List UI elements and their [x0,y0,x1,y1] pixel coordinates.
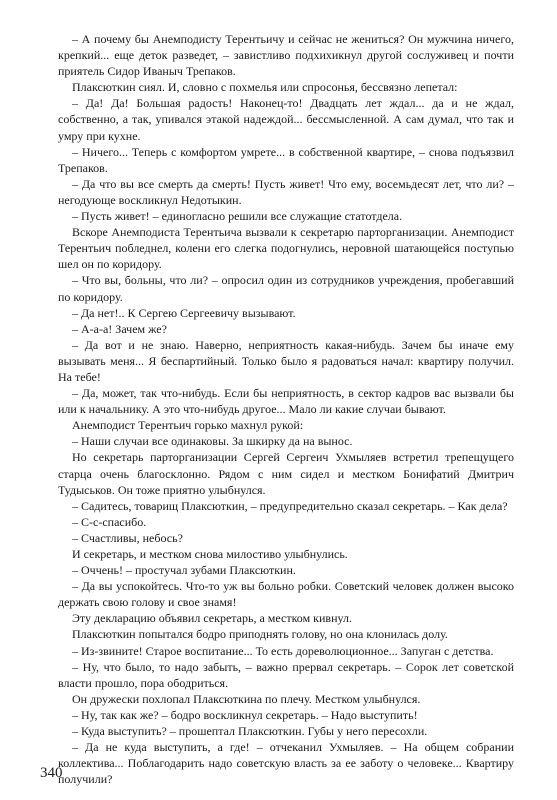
paragraph: Вскоре Анемподиста Терентьича вызвали к секретарю парторганизации. Анемподист Терентьич побледнел, колени его слегка подогнулись, неровной шатающейся поступью шел он по коридору. [58,225,514,272]
paragraph: – Пусть живет! – единогласно решили все служащие статотдела. [72,209,403,224]
paragraph: – А почему бы Анемподисту Терентьичу и сейчас не жениться? Он мужчина ничего, крепкий... еще деток разведет, – завистливо подхихикнул другой сослуживец и почти приятель Сидор Иваныч Трепаков. [58,32,514,79]
paragraph: – Что вы, больны, что ли? – опросил один из сотрудников учреждения, пробегавший по коридору. [58,273,514,304]
paragraph: – Оччень! – простучал зубами Плаксюткин. [72,563,296,578]
paragraph: – Счастливы, небось? [72,530,183,545]
paragraph: – Да не куда выступить, а где! – отчеканил Ухмыляев. – На общем собрании коллектива... Поблагодарить надо советскую власть за ее заботу о человеке... Квартиру получили? [58,740,514,787]
page-number: 340 [40,765,63,781]
paragraph: – Ну, что было, то надо забыть, – важно прервал секретарь. – Сорок лет советской власти прошло, пора ободриться. [58,659,514,690]
paragraph: И секретарь, и местком снова милостиво улыбнулись. [72,547,348,561]
paragraph: – Наши случаи все одинаковы. За шкирку да на вынос. [72,434,353,449]
paragraph: – Да, может, так что-нибудь. Если бы неприятность, в сектор кадров вас вызвали бы или к начальнику. А это что-нибудь другое... Мало ли какие случаи бывают. [58,386,514,417]
paragraph: – А-а-а! Зачем же? [72,321,167,336]
paragraph: – Ну, так как же? – бодро воскликнул секретарь. – Надо выступить! [72,707,418,722]
paragraph: – Куда выступить? – прошептал Плаксюткин. Губы у него пересохли. [72,724,428,739]
paragraph: Анемподист Терентьич горько махнул рукой: [72,418,304,433]
paragraph: – Да! Да! Большая радость! Наконец-то! Двадцать лет ждал... да и не ждал, собственно, а так, упивался этакой надеждой... бессмысленной. А сам думал, что так и умру при кухне. [58,96,514,143]
paragraph: – Из-звините! Старое воспитание... То есть дореволюционное... Запуган с детства. [72,643,494,658]
paragraph: Эту декларацию объявил секретарь, а местком кивнул. [72,611,352,626]
paragraph: – Ничего... Теперь с комфортом умрете... в собственной квартире, – снова подъязвил Трепаков. [58,144,514,175]
paragraph: – Да что вы все смерть да смерть! Пусть живет! Что ему, восемьдесят лет, что ли? – негодующе воскликнул Недотыкин. [58,176,514,207]
paragraph: – Да нет!.. К Сергею Сергеевичу вызывают. [72,305,296,320]
paragraph: – Да вот и не знаю. Наверно, неприятность какая-нибудь. Зачем бы иначе ему вызывать меня... Я беспартийный. Только было я радоваться начал: квартиру получил. На тебе! [58,337,514,384]
paragraph: – Да вы успокойтесь. Что-то уж вы больно робки. Советский человек должен высоко держать свою голову и свое знамя! [58,579,514,610]
paragraph: Он дружески похлопал Плаксюткина по плечу. Местком улыбнулся. [72,691,421,706]
paragraph: Плаксюткин попытался бодро приподнять голову, но она клонилась долу. [72,627,448,642]
paragraph: – Садитесь, товарищ Плаксюткин, – предупредительно сказал секретарь. – Как дела? [72,498,508,513]
paragraph: Плаксюткин сиял. И, словно с похмелья или спросонья, бессвязно лепетал: [72,80,458,95]
paragraph: Но секретарь парторганизации Сергей Сергеич Ухмыляев встретил трепещущего старца очень благосклонно. Рядом с ним сидел и местком Бонифатий Дмитрич Тудыськов. Он тоже приятно улыбнулся. [58,450,514,497]
body-text [58,31,514,787]
paragraph: – С-с-спасибо. [72,514,147,529]
